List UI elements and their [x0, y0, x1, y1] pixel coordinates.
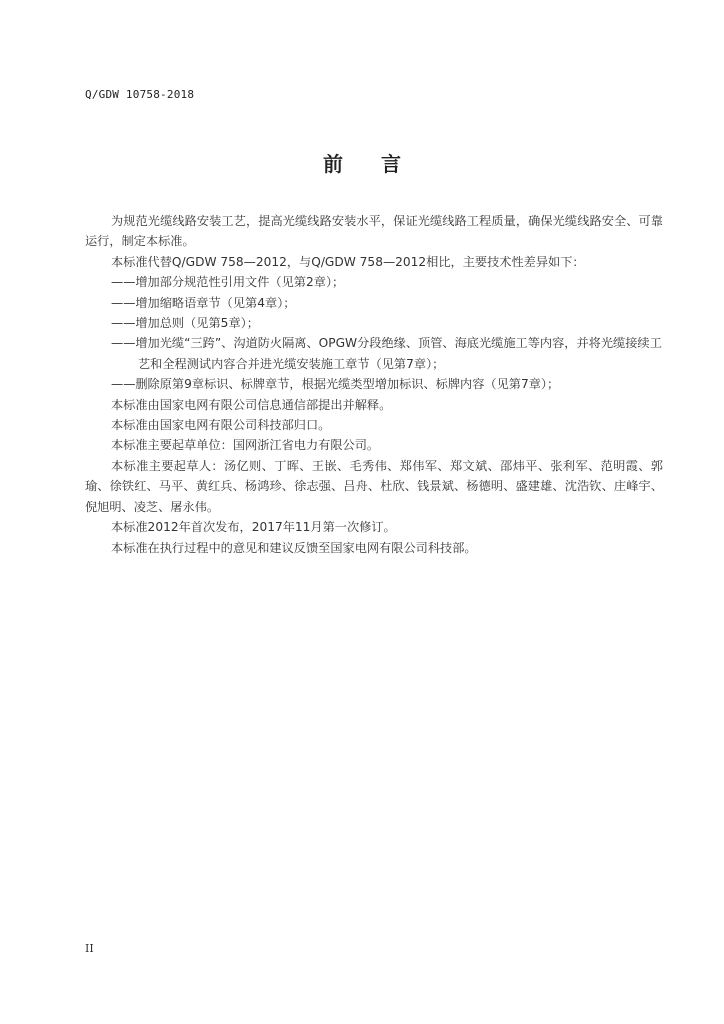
paragraph-history: 本标准2012年首次发布，2017年11月第一次修订。	[111, 520, 396, 535]
paragraph-replaces: 本标准代替Q/GDW 758—2012，与Q/GDW 758—2012相比，主要技术性差异如下：	[111, 254, 585, 269]
title-part-1: 前	[323, 152, 343, 176]
document-code: Q/GDW 10758-2018	[85, 88, 195, 101]
page-number: II	[85, 942, 94, 955]
paragraph-centralized: 本标准由国家电网有限公司科技部归口。	[111, 418, 331, 433]
title-part-2: 言	[381, 152, 401, 176]
paragraph-drafting-unit: 本标准主要起草单位：国网浙江省电力有限公司。	[111, 438, 380, 453]
paragraph-proposer: 本标准由国家电网有限公司信息通信部提出并解释。	[111, 397, 392, 412]
page-title	[0, 148, 724, 177]
change-item: ——增加总则（见第5章）；	[111, 316, 259, 331]
foreword-body	[85, 211, 663, 558]
change-item: ——增加光缆“三跨”、沟道防火隔离、OPGW分段绝缘、顶管、海底光缆施工等内容，并将光缆接续工艺和全程测试内容合并进光缆安装施工章节（见第7章）；	[111, 336, 662, 371]
paragraph-feedback: 本标准在执行过程中的意见和建议反馈至国家电网有限公司科技部。	[111, 540, 477, 555]
change-item: ——删除原第9章标识、标牌章节，根据光缆类型增加标识、标牌内容（见第7章）；	[111, 377, 560, 392]
change-item: ——增加部分规范性引用文件（见第2章）；	[111, 275, 345, 290]
paragraph-drafters: 本标准主要起草人：汤亿则、丁晖、王嵌、毛秀伟、郑伟军、郑文斌、邵炜平、张利军、范明霞、郭瑜、徐铁红、马平、黄红兵、杨鸿珍、徐志强、吕舟、杜欣、钱景斌、杨德明、盛建雄、沈浩钦、庄峰宇、倪旭明、凌芝、屠永伟。	[85, 458, 663, 514]
paragraph-purpose: 为规范光缆线路安装工艺，提高光缆线路安装水平，保证光缆线路工程质量，确保光缆线路安全、可靠运行，制定本标准。	[85, 214, 663, 249]
change-item: ——增加缩略语章节（见第4章）；	[111, 295, 296, 310]
